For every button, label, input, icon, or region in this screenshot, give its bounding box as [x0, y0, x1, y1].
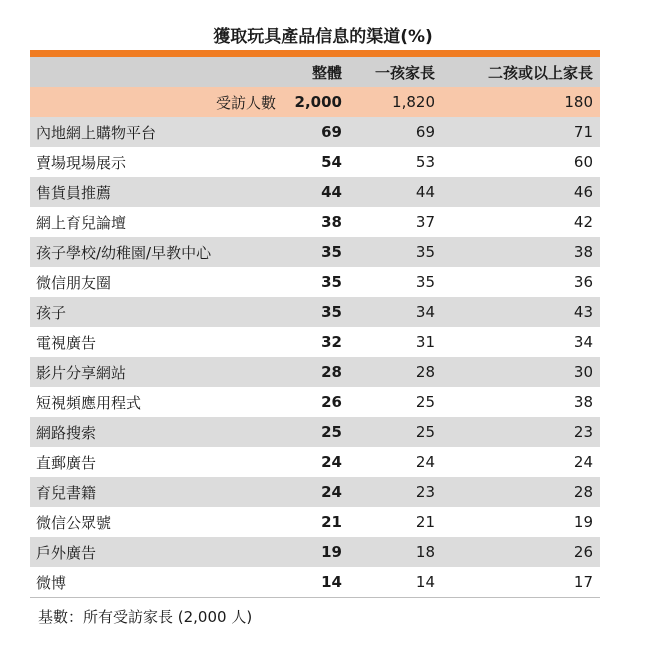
accent-bar [30, 50, 600, 57]
cell-overall: 35 [321, 273, 342, 291]
cell-one-child: 18 [415, 543, 435, 561]
table-row [30, 387, 600, 417]
row-label: 電視廣告 [36, 333, 97, 352]
cell-one-child: 23 [415, 483, 435, 501]
data-table [30, 50, 600, 598]
cell-overall: 54 [321, 153, 342, 171]
cell-overall: 24 [321, 453, 342, 471]
cell-one-child: 28 [415, 363, 435, 381]
table-row [30, 357, 600, 387]
cell-multi-child: 28 [573, 483, 593, 501]
table-row [30, 207, 600, 237]
cell-overall: 35 [321, 303, 342, 321]
cell-overall: 24 [321, 483, 342, 501]
row-label: 內地網上購物平台 [36, 123, 157, 142]
table-row [30, 537, 600, 567]
cell-one-child: 35 [415, 273, 435, 291]
cell-overall: 19 [321, 543, 342, 561]
row-label: 孩子 [36, 303, 67, 322]
cell-overall: 14 [321, 573, 342, 591]
cell-multi-child: 23 [573, 423, 593, 441]
cell-multi-child: 60 [573, 153, 593, 171]
row-label: 育兒書籍 [36, 483, 97, 502]
row-label: 影片分享網站 [36, 363, 127, 382]
cell-overall: 32 [321, 333, 342, 351]
row-label: 微信朋友圈 [36, 273, 112, 292]
cell-one-child: 24 [415, 453, 435, 471]
cell-multi-child: 71 [573, 123, 593, 141]
column-header-multi-child: 二孩或以上家長 [487, 63, 593, 82]
table-row [30, 267, 600, 297]
row-label: 短視頻應用程式 [36, 393, 142, 412]
cell-one-child: 44 [415, 183, 435, 201]
chart-title: 獲取玩具產品信息的渠道(%) [213, 27, 433, 47]
cell-one-child: 53 [415, 153, 435, 171]
sample-size-multi-child: 180 [564, 93, 593, 111]
cell-overall: 28 [321, 363, 342, 381]
cell-overall: 26 [321, 393, 342, 411]
sample-size-row [30, 87, 600, 117]
table-body [30, 117, 600, 597]
header-row [30, 57, 600, 87]
row-label: 網路搜索 [36, 423, 97, 442]
cell-overall: 21 [321, 513, 342, 531]
row-label: 微信公眾號 [36, 513, 112, 532]
table-row [30, 477, 600, 507]
cell-one-child: 69 [415, 123, 435, 141]
table-row [30, 117, 600, 147]
cell-overall: 44 [321, 183, 342, 201]
cell-multi-child: 46 [573, 183, 593, 201]
row-label: 售貨員推薦 [36, 183, 112, 202]
row-label: 微博 [36, 573, 67, 592]
table-row [30, 567, 600, 597]
cell-multi-child: 34 [573, 333, 593, 351]
footnote: 基數：所有受訪家長 (2,000 人) [38, 608, 253, 626]
cell-one-child: 14 [415, 573, 435, 591]
table-row [30, 237, 600, 267]
cell-multi-child: 38 [573, 393, 593, 411]
cell-multi-child: 24 [573, 453, 593, 471]
cell-multi-child: 17 [573, 573, 593, 591]
cell-multi-child: 42 [573, 213, 593, 231]
cell-one-child: 31 [415, 333, 435, 351]
cell-multi-child: 30 [573, 363, 593, 381]
cell-one-child: 34 [415, 303, 435, 321]
cell-one-child: 25 [415, 423, 435, 441]
cell-multi-child: 43 [573, 303, 593, 321]
cell-overall: 38 [321, 213, 342, 231]
cell-one-child: 21 [415, 513, 435, 531]
table-row [30, 417, 600, 447]
row-label: 網上育兒論壇 [36, 213, 127, 232]
cell-multi-child: 26 [573, 543, 593, 561]
cell-overall: 25 [321, 423, 342, 441]
cell-multi-child: 36 [573, 273, 593, 291]
bottom-rule [30, 597, 600, 598]
cell-multi-child: 38 [573, 243, 593, 261]
table-row [30, 147, 600, 177]
row-label: 孩子學校/幼稚園/早教中心 [36, 243, 212, 262]
sample-size-label: 受訪人數 [215, 93, 276, 112]
cell-multi-child: 19 [573, 513, 593, 531]
table-row [30, 447, 600, 477]
row-label: 賣場現場展示 [36, 153, 127, 172]
cell-overall: 69 [321, 123, 342, 141]
cell-overall: 35 [321, 243, 342, 261]
column-header-overall: 整體 [311, 63, 342, 82]
sample-size-one-child: 1,820 [392, 93, 435, 111]
table-row [30, 297, 600, 327]
sample-size-overall: 2,000 [294, 93, 342, 111]
table-row [30, 177, 600, 207]
cell-one-child: 37 [415, 213, 435, 231]
table-row [30, 327, 600, 357]
column-header-one-child: 一孩家長 [374, 63, 435, 82]
cell-one-child: 25 [415, 393, 435, 411]
row-label: 戶外廣告 [36, 543, 97, 562]
table-row [30, 507, 600, 537]
row-label: 直郵廣告 [36, 453, 97, 472]
cell-one-child: 35 [415, 243, 435, 261]
